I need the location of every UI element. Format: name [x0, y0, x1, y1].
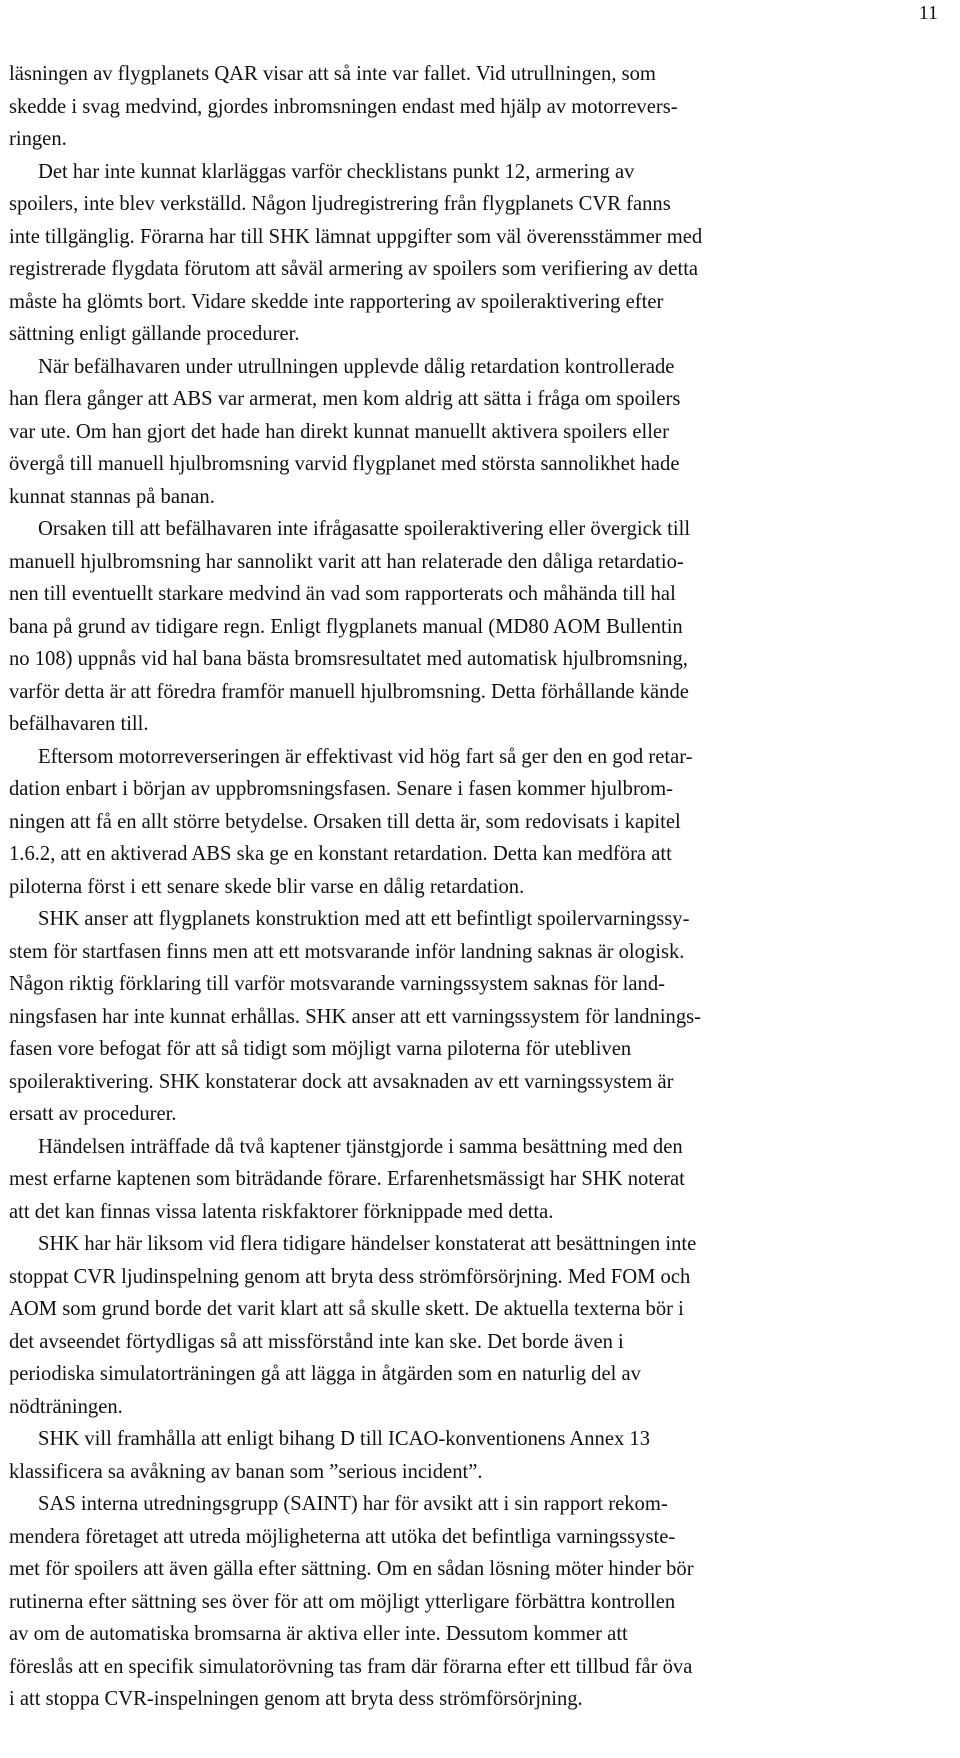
- text-line: Det har inte kunnat klarläggas varför checklistans punkt 12, armering av: [38, 160, 635, 183]
- text-line: måste ha glömts bort. Vidare skedde inte rapportering av spoileraktivering efter: [9, 290, 664, 313]
- text-line: var ute. Om han gjort det hade han direkt kunnat manuellt aktivera spoilers eller: [9, 420, 669, 443]
- text-line: no 108) uppnås vid hal bana bästa bromsresultatet med automatisk hjulbromsning,: [9, 648, 688, 670]
- text-line: stem för startfasen finns men att ett motsvarande inför landning saknas är ologisk.: [9, 940, 685, 963]
- text-line: att det kan finnas vissa latenta riskfaktorer förknippade med detta.: [9, 1200, 554, 1223]
- text-line: varför detta är att föredra framför manuell hjulbromsning. Detta förhållande kände: [9, 680, 689, 703]
- text-line: skedde i svag medvind, gjordes inbromsningen endast med hjälp av motorrevers-: [9, 95, 678, 118]
- text-line: ersatt av procedurer.: [9, 1103, 177, 1125]
- text-line: Orsaken till att befälhavaren inte ifrågasatte spoileraktivering eller övergick till: [38, 518, 691, 540]
- text-line: klassificera sa avåkning av banan som ”serious incident”.: [9, 1460, 483, 1483]
- text-line: ringen.: [9, 128, 67, 150]
- text-line: När befälhavaren under utrullningen upplevde dålig retardation kontrollerade: [38, 355, 675, 378]
- page-number: 11: [918, 2, 938, 24]
- text-line: ningsfasen har inte kunnat erhållas. SHK anser att ett varningssystem för landnings-: [9, 1005, 702, 1028]
- text-line: läsningen av flygplanets QAR visar att så inte var fallet. Vid utrullningen, som: [9, 63, 656, 85]
- text-line: Händelsen inträffade då två kaptener tjänstgjorde i samma besättning med den: [38, 1135, 683, 1158]
- text-line: han flera gånger att ABS var armerat, men kom aldrig att sätta i fråga om spoilers: [9, 388, 681, 410]
- text-line: SHK anser att flygplanets konstruktion med att ett befintligt spoilervarningssy-: [38, 908, 690, 930]
- text-line: inte tillgänglig. Förarna har till SHK lämnat uppgifter som väl överensstämmer med: [9, 225, 703, 248]
- text-line: dation enbart i början av uppbromsningsfasen. Senare i fasen kommer hjulbrom-: [9, 778, 673, 800]
- text-line: rutinerna efter sättning ses över för att om möjligt ytterligare förbättra kontrollen: [9, 1590, 676, 1613]
- text-line: sättning enligt gällande procedurer.: [9, 323, 300, 345]
- text-line: periodiska simulatorträningen gå att lägga in åtgärden som en naturlig del av: [9, 1363, 641, 1385]
- text-line: det avseendet förtydligas så att missförstånd inte kan ske. Det borde även i: [9, 1330, 624, 1353]
- text-line: ningen att få en allt större betydelse. Orsaken till detta är, som redovisats i kapitel: [9, 810, 681, 833]
- text-line: spoileraktivering. SHK konstaterar dock att avsaknaden av ett varningssystem är: [9, 1070, 674, 1093]
- text-line: mendera företaget att utreda möjligheterna att utöka det befintliga varningssyste-: [9, 1525, 676, 1548]
- text-line: i att stoppa CVR-inspelningen genom att bryta dess strömförsörjning.: [9, 1688, 583, 1710]
- text-line: registrerade flygdata förutom att såväl armering av spoilers som verifiering av detta: [9, 258, 699, 280]
- text-line: met för spoilers att även gälla efter sättning. Om en sådan lösning möter hinder bör: [9, 1558, 694, 1580]
- text-line: mest erfarne kaptenen som biträdande förare. Erfarenhetsmässigt har SHK noterat: [9, 1168, 685, 1190]
- text-line: föreslås att en specifik simulatorövning tas fram där förarna efter ett tillbud får öva: [9, 1655, 693, 1678]
- text-line: nödträningen.: [9, 1395, 123, 1418]
- text-line: piloterna först i ett senare skede blir varse en dålig retardation.: [9, 875, 525, 898]
- text-line: SAS interna utredningsgrupp (SAINT) har för avsikt att i sin rapport rekom-: [38, 1493, 668, 1515]
- text-line: SHK har här liksom vid flera tidigare händelser konstaterat att besättningen inte: [38, 1233, 697, 1255]
- text-line: Eftersom motorreverseringen är effektivast vid hög fart så ger den en god retar-: [38, 745, 693, 768]
- text-line: befälhavaren till.: [9, 713, 149, 735]
- text-line: manuell hjulbromsning har sannolikt varit att han relaterade den dåliga retardatio-: [9, 550, 684, 573]
- text-line: spoilers, inte blev verkställd. Någon ljudregistrering från flygplanets CVR fanns: [9, 193, 671, 215]
- text-line: 1.6.2, att en aktiverad ABS ska ge en konstant retardation. Detta kan medföra att: [9, 843, 672, 865]
- text-line: Någon riktig förklaring till varför motsvarande varningssystem saknas för land-: [9, 973, 665, 995]
- text-line: av om de automatiska bromsarna är aktiva eller inte. Dessutom kommer att: [9, 1623, 628, 1645]
- text-line: SHK vill framhålla att enligt bihang D till ICAO-konventionens Annex 13: [38, 1428, 651, 1450]
- text-line: stoppat CVR ljudinspelning genom att bryta dess strömförsörjning. Med FOM och: [9, 1265, 691, 1288]
- text-line: övergå till manuell hjulbromsning varvid flygplanet med största sannolikhet hade: [9, 453, 680, 475]
- text-line: nen till eventuellt starkare medvind än vad som rapporterats och måhända till hal: [9, 583, 676, 605]
- text-line: fasen vore befogat för att så tidigt som möjligt varna piloterna för utebliven: [9, 1038, 632, 1060]
- text-line: bana på grund av tidigare regn. Enligt flygplanets manual (MD80 AOM Bullentin: [9, 615, 683, 638]
- text-line: AOM som grund borde det varit klart att så skulle skett. De aktuella texterna bör i: [9, 1298, 684, 1320]
- body-text: [9, 58, 945, 1716]
- text-line: kunnat stannas på banan.: [9, 485, 215, 508]
